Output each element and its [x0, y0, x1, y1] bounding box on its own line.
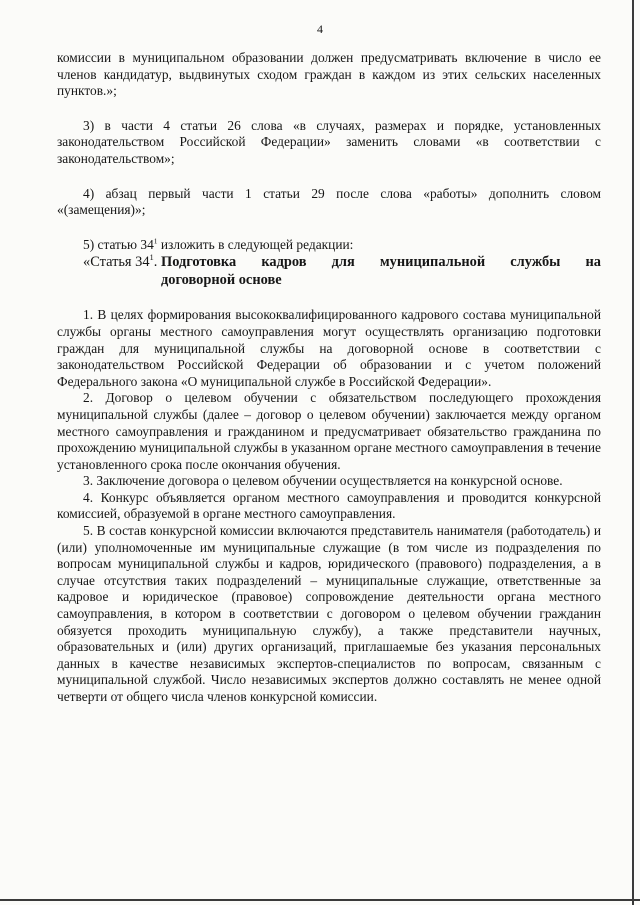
page-edge-bottom [0, 899, 640, 901]
article-paragraph-2: 2. Договор о целевом обучении с обязательством последующего прохождения муниципальной службы (далее – договор о целевом обучении) заключается между органом местного самоуправления и гражданином и предусматривает обязательство гражданина по прохождению муниципальной службы в указанном органе местного самоуправления в течение установленного срока после окончания обучения. [57, 390, 601, 472]
article-title [161, 253, 601, 289]
document-body [57, 50, 601, 706]
article-number: «Статья 34 [83, 254, 150, 271]
item-5-text-before: 5) статью 34 [83, 236, 154, 252]
article-paragraph-3: 3. Заключение договора о целевом обучении осуществляется на конкурсной основе. [83, 473, 563, 489]
article-title-line-2: договорной основе [161, 272, 282, 289]
article-paragraph-1: 1. В целях формирования высококвалифицированного кадрового состава муниципальной службы органы местного самоуправления могут осуществлять организацию подготовки граждан для муниципальной службы на договорной основе в соответствии с законодательством Российской Федерации об образовании и с учетом положений Федерального закона «О муниципальной службе в Российской Федерации». [57, 307, 601, 389]
article-paragraph-4: 4. Конкурс объявляется органом местного самоуправления и проводится конкурсной комиссией, образуемой в органе местного самоуправления. [57, 489, 601, 522]
item-4: 4) абзац первый части 1 статьи 29 после слова «работы» дополнить словом «(замещения)»; [57, 185, 601, 218]
article-number-dot: . [153, 254, 161, 271]
item-5-superscript: 1 [153, 236, 158, 246]
article-paragraph-5: 5. В состав конкурсной комиссии включаются представитель нанимателя (работодатель) и (или) уполномоченные им муниципальные служащие (в том числе из подразделения по вопросам муниципальной службы и кадров, юридического (правового) подразделения, а в случае отсутствия таких подразделений – муниципальные служащие, ответственные за кадровое и юридическое (правовое) сопровождение деятельности органа местного самоуправления, в котором в соответствии с договором о целевом обучении гражданин обязуется проходить муниципальную службу), а также представители научных, образовательных и (или) других организаций, приглашаемые без указания персональных данных в качестве независимых экспертов-специалистов по вопросам, связанным с муниципальной службой. Число независимых экспертов должно составлять не менее одной четверти от общего числа членов конкурсной комиссии. [57, 523, 601, 704]
page-edge-right [632, 0, 634, 905]
intro-continuation: комиссии в муниципальном образовании должен предусматривать включение в число ее членов кандидатур, выдвинутых сходом граждан в каждом из этих сельских населенных пунктов.»; [57, 50, 601, 99]
article-heading-prefix [57, 253, 161, 289]
article-heading [57, 253, 601, 289]
item-5-text-after: изложить в следующей редакции: [157, 236, 354, 252]
page-number: 4 [317, 22, 323, 36]
article-number-superscript: 1 [149, 252, 154, 263]
article-title-line-1: Подготовка кадров для муниципальной службы на [161, 254, 601, 271]
item-5 [57, 237, 601, 254]
item-3: 3) в части 4 статьи 26 слова «в случаях, размерах и порядке, установленных законодательством Российской Федерации» заменить словами «в соответствии с законодательством»; [57, 117, 601, 166]
